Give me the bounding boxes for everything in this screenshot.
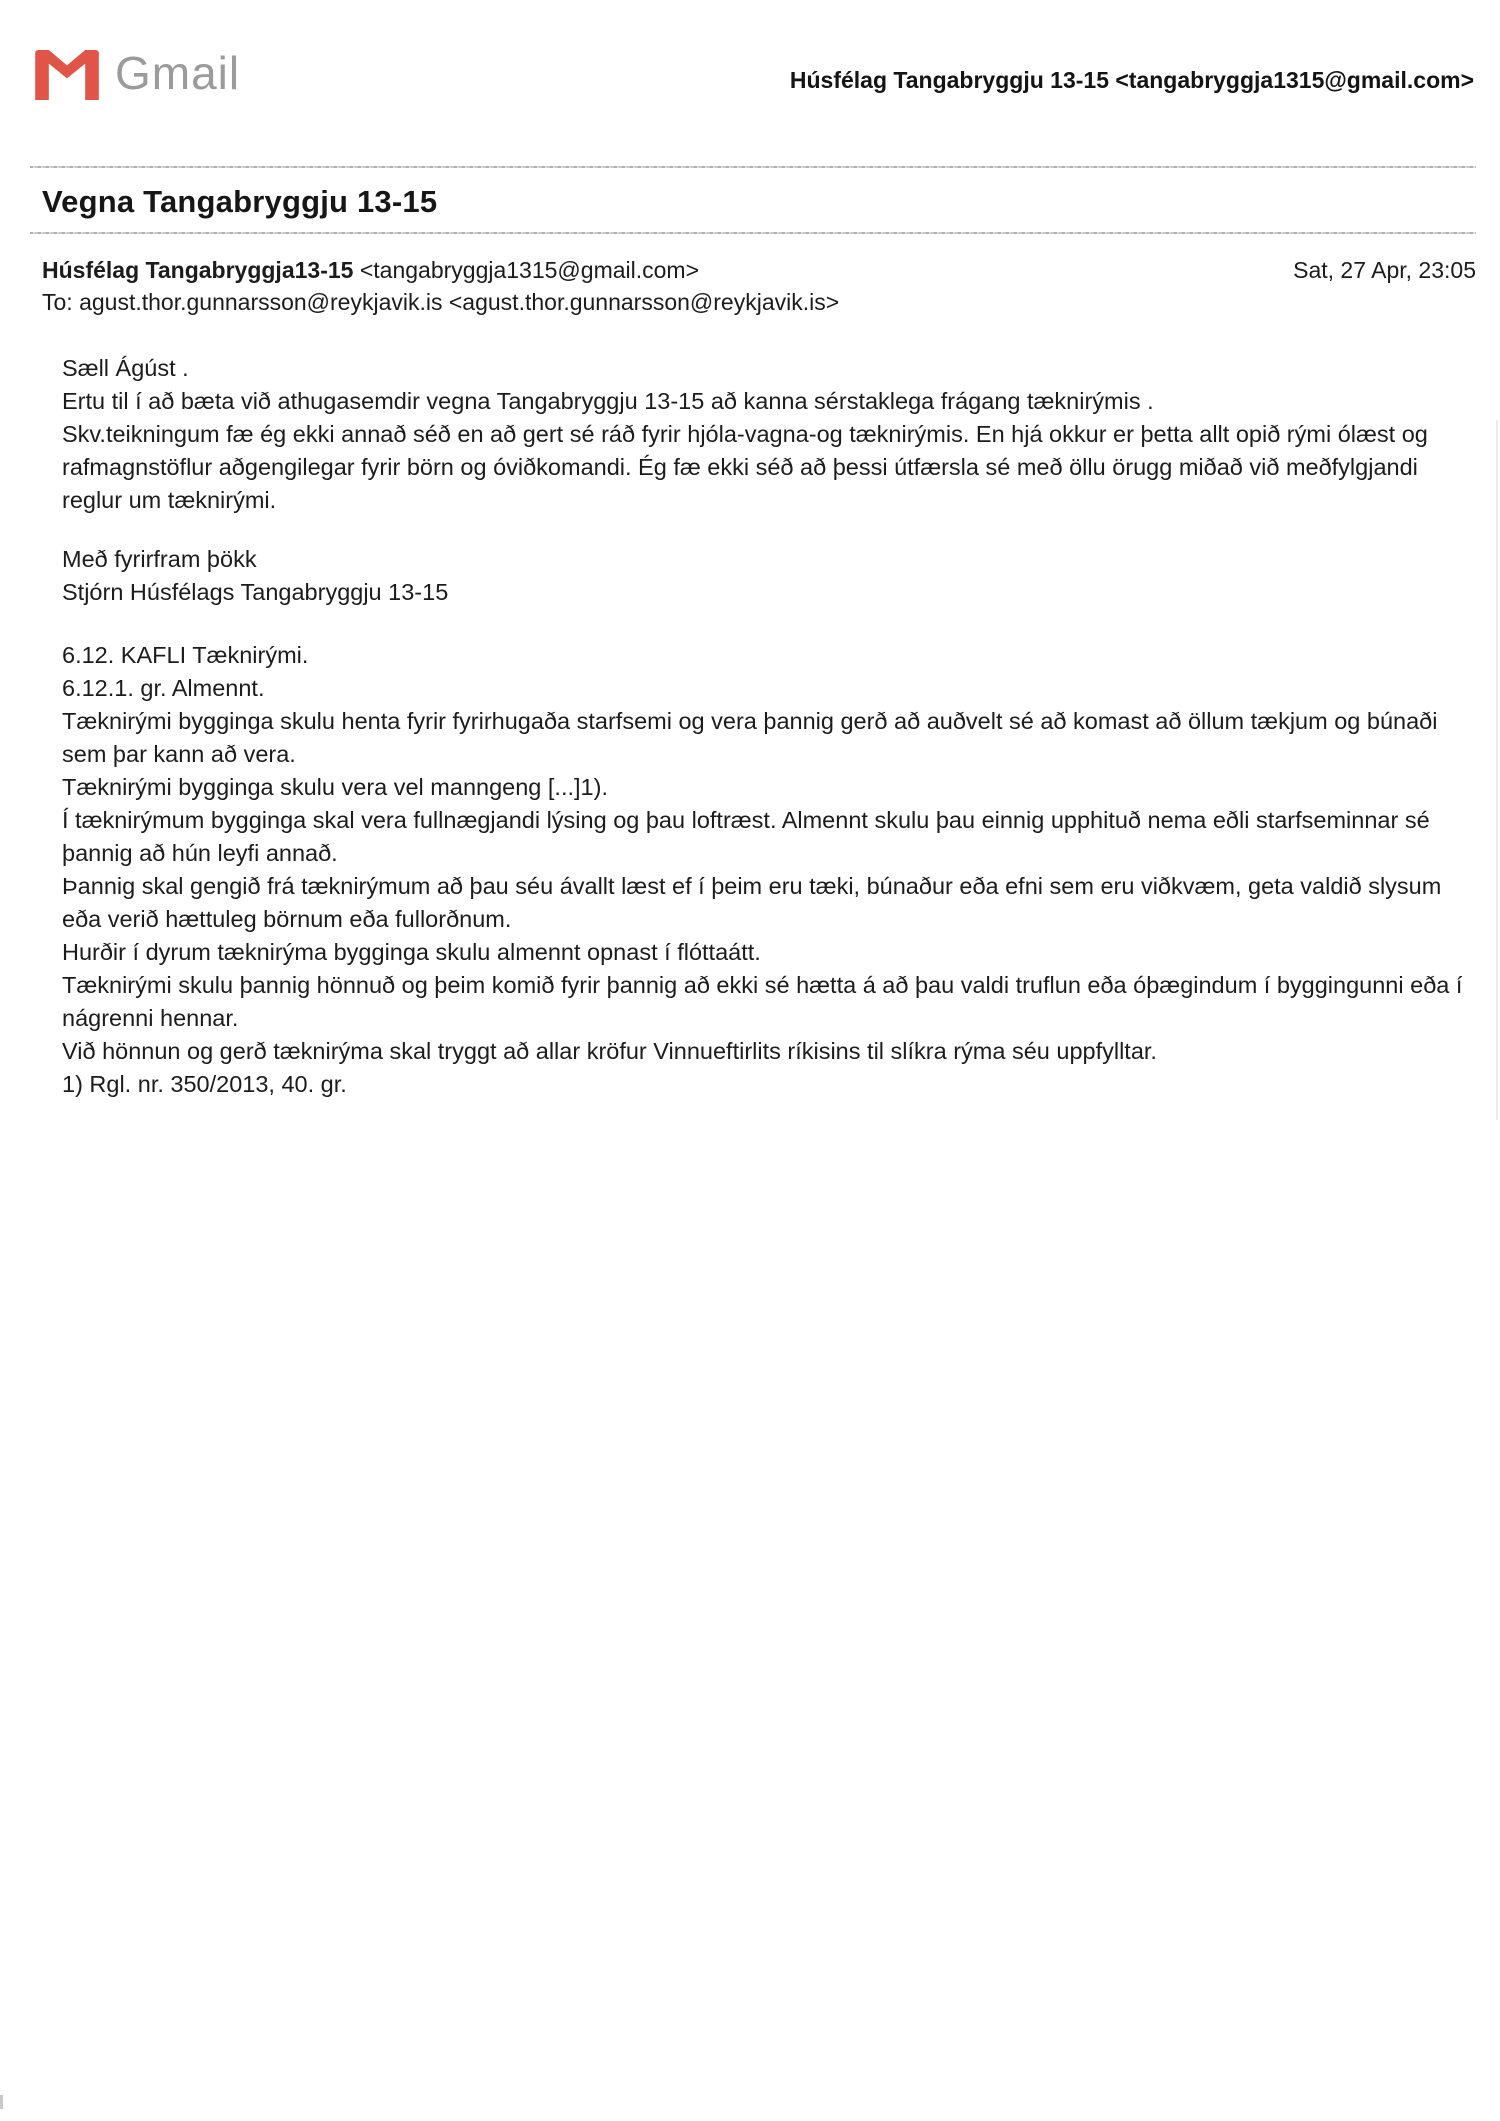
to-row: [42, 286, 1476, 318]
message-body: [62, 352, 1470, 1101]
gmail-m-icon: [35, 50, 99, 100]
body-line: Tæknirými bygginga skulu vera vel manngeng [...]1).: [62, 774, 608, 800]
body-line: Skv.teikningum fæ ég ekki annað séð en að gert sé ráð fyrir hjóla-vagna-og tæknirýmis. En hjá okkur er þetta allt opið rými ólæst og rafmagnstöflur aðgengilegar fyrir börn og óviðkomandi. Ég fæ ekki séð að þessi útfærsla sé með öllu örugg miðað við meðfylgjandi reglur um tæknirými.: [62, 421, 1428, 513]
account-address: Húsfélag Tangabryggju 13-15 <tangabryggja1315@gmail.com>: [789, 67, 1474, 93]
body-line: Við hönnun og gerð tæknirýma skal tryggt að allar kröfur Vinnueftirlits ríkisins til slíkra rýma séu uppfylltar.: [62, 1038, 1157, 1064]
body-line: Í tæknirýmum bygginga skal vera fullnægjandi lýsing og þau loftræst. Almennt skulu þau einnig upphituð nema eðli starfseminnar sé þannig að hún leyfi annað.: [62, 807, 1430, 866]
header-divider: [30, 166, 1476, 168]
gmail-wordmark: Gmail: [115, 47, 241, 99]
body-line: Tæknirými bygginga skulu henta fyrir fyrirhugaða starfsemi og vera þannig gerð að auðvelt sé að komast að öllum tækjum og búnaði sem þar kann að vera.: [62, 708, 1438, 767]
body-line: Stjórn Húsfélags Tangabryggju 13-15: [62, 579, 449, 605]
email-subject: Vegna Tangabryggju 13-15: [42, 184, 438, 219]
subject-divider: [30, 232, 1476, 234]
body-line: 1) Rgl. nr. 350/2013, 40. gr.: [62, 1071, 347, 1097]
body-line: Sæll Ágúst .: [62, 355, 189, 381]
scan-tick-artifact: [0, 2095, 3, 2109]
body-line: Þannig skal gengið frá tæknirýmum að þau séu ávallt læst ef í þeim eru tæki, búnaður eða efni sem eru viðkvæm, geta valdið slysum eða verið hættuleg börnum eða fullorðnum.: [62, 873, 1442, 932]
from-email: <tangabryggja1315@gmail.com>: [359, 257, 700, 283]
gmail-logo: [35, 47, 241, 100]
greeting-paragraph: [62, 352, 1470, 517]
body-line: Með fyrirfram þökk: [62, 546, 257, 572]
to-field: To: agust.thor.gunnarsson@reykjavik.is <agust.thor.gunnarsson@reykjavik.is>: [42, 289, 840, 315]
gmail-print-header: [0, 0, 1500, 100]
from-row: [42, 254, 1476, 286]
scan-edge-artifact: [1496, 420, 1498, 1120]
body-line: 6.12.1. gr. Almennt.: [62, 675, 265, 701]
signature-paragraph: [62, 543, 1470, 609]
body-line: Tæknirými skulu þannig hönnuð og þeim komið fyrir þannig að ekki sé hætta á að þau valdi truflun eða óþægindum í byggingunni eða í nágrenni hennar.: [62, 972, 1463, 1031]
from-field: [42, 254, 699, 286]
message-date: Sat, 27 Apr, 23:05: [1293, 257, 1476, 283]
body-line: Hurðir í dyrum tæknirýma bygginga skulu almennt opnast í flóttaátt.: [62, 939, 761, 965]
body-line: 6.12. KAFLI Tæknirými.: [62, 642, 309, 668]
message-meta: [42, 254, 1476, 318]
regulation-quote-paragraph: [62, 639, 1470, 1101]
body-line: Ertu til í að bæta við athugasemdir vegna Tangabryggju 13-15 að kanna sérstaklega frágang tæknirýmis .: [62, 388, 1154, 414]
from-name: Húsfélag Tangabryggja13-15: [42, 257, 354, 283]
